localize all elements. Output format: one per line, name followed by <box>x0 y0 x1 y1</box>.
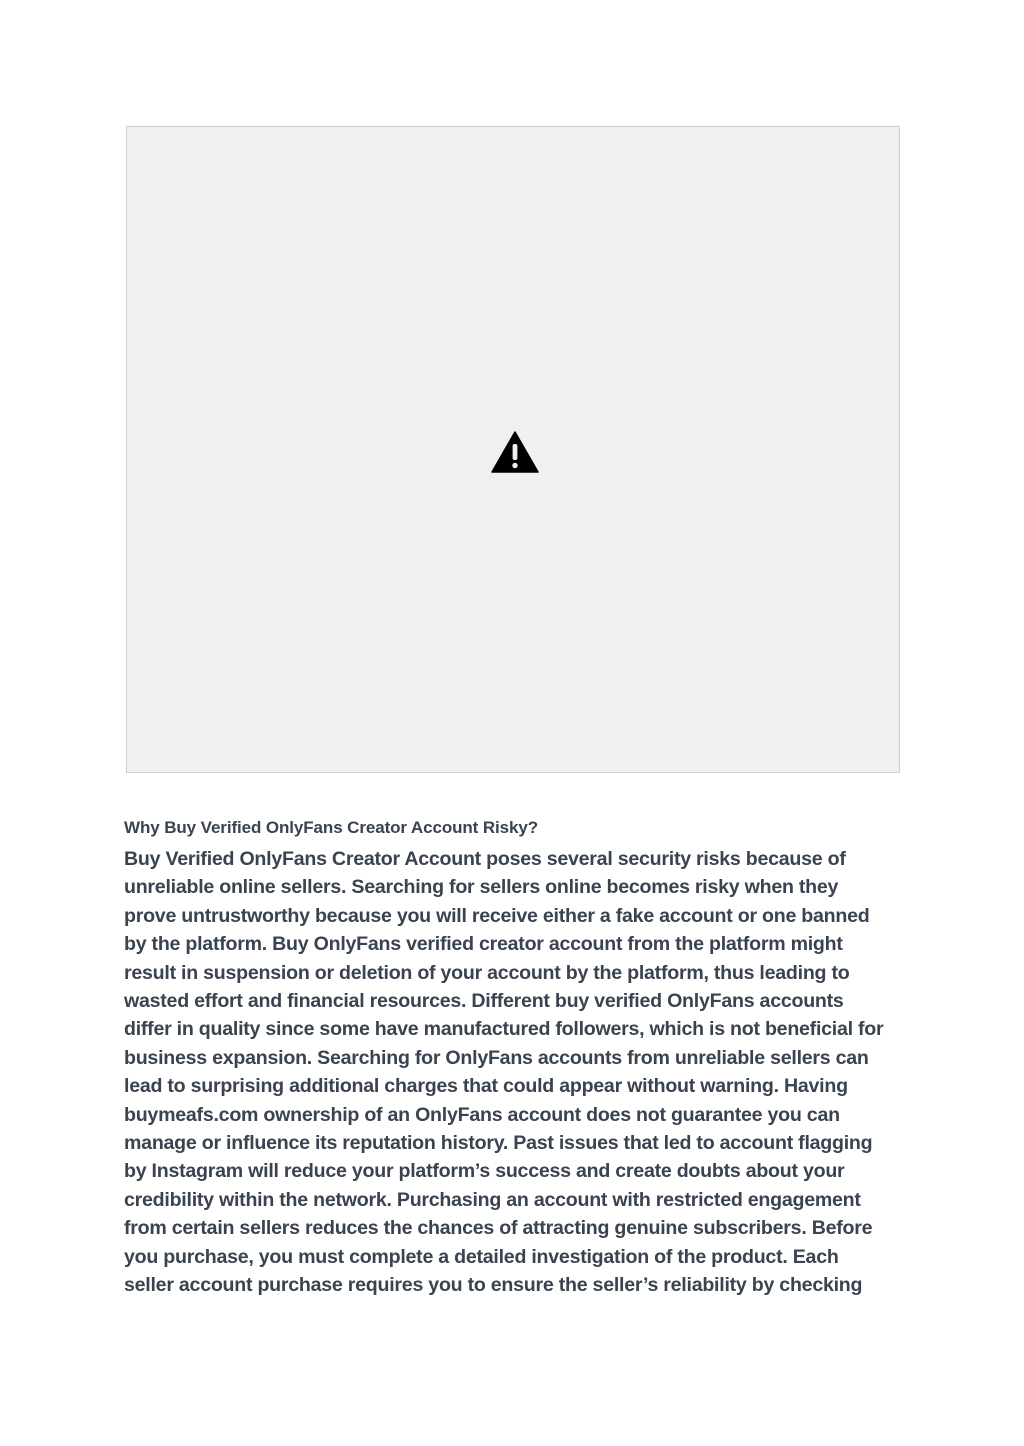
body-line: wasted effort and financial resources. Different buy verified OnlyFans accounts <box>124 990 844 1013</box>
body-line: differ in quality since some have manufactured followers, which is not beneficial for <box>124 1018 884 1041</box>
body-line: by Instagram will reduce your platform’s success and create doubts about your <box>124 1160 845 1183</box>
body-line: manage or influence its reputation history. Past issues that led to account flagging <box>124 1132 873 1155</box>
article-heading: Why Buy Verified OnlyFans Creator Account Risky? <box>124 818 538 837</box>
body-line: from certain sellers reduces the chances of attracting genuine subscribers. Before <box>124 1217 873 1240</box>
body-line: by the platform. Buy OnlyFans verified creator account from the platform might <box>124 933 843 956</box>
body-line: prove untrustworthy because you will receive either a fake account or one banned <box>124 904 870 927</box>
body-line: result in suspension or deletion of your account by the platform, thus leading to <box>124 961 850 984</box>
body-line: Buy Verified OnlyFans Creator Account poses several security risks because of <box>124 848 846 870</box>
body-line: credibility within the network. Purchasing an account with restricted engagement <box>124 1188 861 1211</box>
body-line: seller account purchase requires you to ensure the seller’s reliability by checking <box>124 1274 863 1297</box>
body-line: lead to surprising additional charges that could appear without warning. Having <box>124 1075 848 1098</box>
body-line: business expansion. Searching for OnlyFans accounts from unreliable sellers can <box>124 1046 869 1069</box>
warning-icon <box>491 431 539 473</box>
article-body <box>124 845 914 1300</box>
body-line: you purchase, you must complete a detailed investigation of the product. Each <box>124 1245 839 1268</box>
body-line: unreliable online sellers. Searching for sellers online becomes risky when they <box>124 876 839 899</box>
broken-image-placeholder <box>126 126 900 773</box>
body-line: buymeafs.com ownership of an OnlyFans account does not guarantee you can <box>124 1103 840 1126</box>
